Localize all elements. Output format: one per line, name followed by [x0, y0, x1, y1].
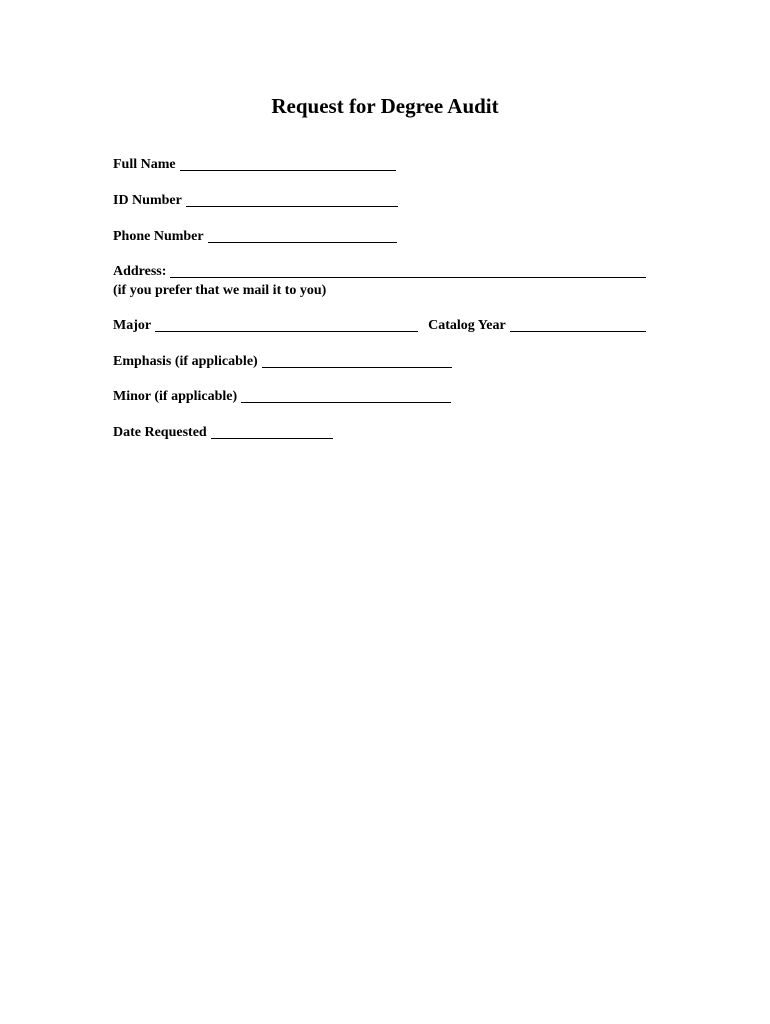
emphasis-field[interactable]	[262, 354, 452, 368]
date-requested-field[interactable]	[211, 425, 333, 439]
full-name-row	[113, 156, 396, 174]
emphasis-row	[113, 353, 452, 371]
catalog-year-field[interactable]	[510, 318, 646, 332]
major-field[interactable]	[155, 318, 418, 332]
phone-number-row	[113, 228, 397, 246]
full-name-label: Full Name	[113, 157, 176, 172]
address-row	[113, 263, 646, 281]
minor-label: Minor (if applicable)	[113, 389, 238, 404]
full-name-field[interactable]	[180, 157, 396, 171]
id-number-label: ID Number	[113, 193, 182, 208]
id-number-field[interactable]	[186, 193, 398, 207]
emphasis-label: Emphasis (if applicable)	[113, 354, 258, 369]
address-field[interactable]	[170, 264, 646, 278]
page-title: Request for Degree Audit	[271, 94, 499, 118]
date-requested-row	[113, 424, 333, 442]
address-note: (if you prefer that we mail it to you)	[113, 283, 327, 298]
id-number-row	[113, 192, 398, 210]
catalog-year-label: Catalog Year	[428, 318, 506, 333]
address-label: Address:	[113, 264, 167, 279]
major-row	[113, 317, 646, 335]
major-label: Major	[113, 318, 152, 333]
phone-number-label: Phone Number	[113, 229, 204, 244]
phone-number-field[interactable]	[208, 229, 397, 243]
minor-row	[113, 388, 451, 406]
minor-field[interactable]	[241, 389, 451, 403]
date-requested-label: Date Requested	[113, 425, 207, 440]
